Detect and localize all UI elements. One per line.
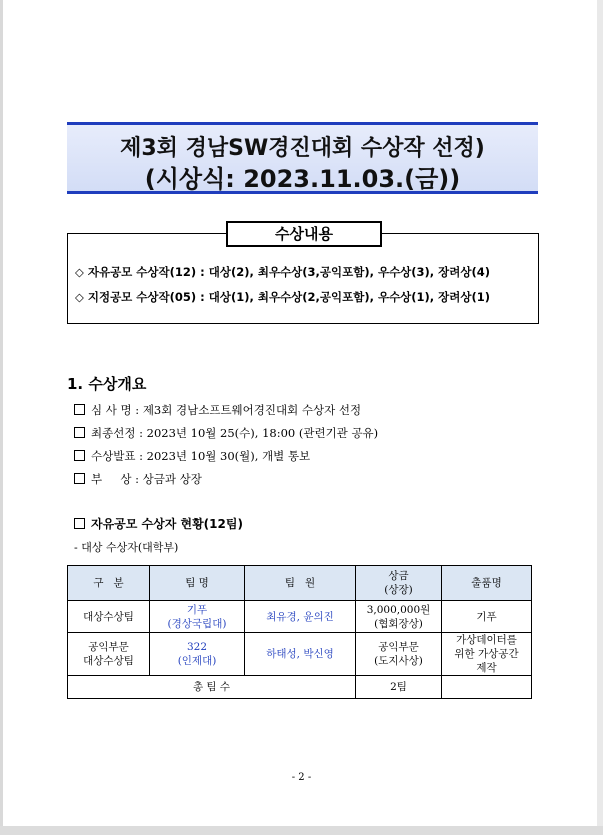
team-school: (인제대) xyxy=(177,655,217,667)
header-category: 구 분 xyxy=(68,566,150,601)
cell-entry: 기푸 xyxy=(442,601,532,633)
overview-item xyxy=(74,402,361,418)
award-line-free: ◇ 자유공모 수상작(12) : 대상(2), 최우수상(3,공익포함), 우수상(3), 장려상(4) xyxy=(75,265,491,279)
checkbox-icon xyxy=(74,450,85,461)
cell-category xyxy=(68,633,150,676)
entry-line: 제작 xyxy=(476,662,497,674)
page-edge-bottom xyxy=(0,826,603,835)
overview-text: 최종선정 : 2023년 10월 25(수), 18:00 (관련기관 공유) xyxy=(91,426,379,440)
category-bottom: 대상수상팀 xyxy=(83,655,134,667)
total-label: 총 팀 수 xyxy=(68,676,356,699)
cell-category: 대상수상팀 xyxy=(68,601,150,633)
prize-amount: 3,000,000원 xyxy=(366,603,431,616)
table-row xyxy=(68,601,532,633)
cell-members: 최유경, 윤의진 xyxy=(245,601,356,633)
table-header-row xyxy=(68,566,532,601)
header-members: 팀 원 xyxy=(245,566,356,601)
title-banner xyxy=(67,122,538,194)
checkbox-icon xyxy=(74,473,85,484)
overview-item xyxy=(74,448,310,464)
winners-table xyxy=(67,565,532,699)
page-number: - 2 - xyxy=(291,772,312,783)
table-row xyxy=(68,633,532,676)
checkbox-icon xyxy=(74,404,85,415)
header-prize xyxy=(356,566,442,601)
checkbox-icon xyxy=(74,427,85,438)
prize-certificate: (협회장상) xyxy=(374,617,423,630)
overview-text: 수상발표 : 2023년 10월 30(월), 개별 통보 xyxy=(91,449,311,463)
entry-line: 가상데이터를 xyxy=(456,634,517,646)
team-name: 기푸 xyxy=(186,603,208,616)
prize-certificate: (도지사상) xyxy=(374,655,423,667)
table-total-row xyxy=(68,676,532,699)
overview-item xyxy=(74,425,378,441)
subsection-title xyxy=(74,515,243,532)
award-line-designated: ◇ 지정공모 수상작(05) : 대상(1), 최우수상(2,공익포함), 우수상(1), 장려상(1) xyxy=(75,290,491,304)
total-value: 2팀 xyxy=(356,676,442,699)
title-line-2: (시상식: 2023.11.03.(금)) xyxy=(144,165,461,193)
cell-prize xyxy=(356,601,442,633)
subsection-title-text: 자유공모 수상자 현황(12팀) xyxy=(91,517,243,531)
team-school: (경상국립대) xyxy=(167,617,227,630)
entry-line: 위한 가상공간 xyxy=(454,648,519,660)
cell-team-name xyxy=(150,601,245,633)
cell-prize xyxy=(356,633,442,676)
header-team-name: 팀 명 xyxy=(150,566,245,601)
team-name: 322 xyxy=(186,641,208,653)
award-summary-tag: 수상내용 xyxy=(226,221,382,247)
section-title: 1. 수상개요 xyxy=(67,375,147,393)
overview-text: 심 사 명 : 제3회 경남소프트웨어경진대회 수상자 선정 xyxy=(91,403,362,417)
overview-item xyxy=(74,471,202,487)
checkbox-icon xyxy=(74,518,85,529)
title-line-1: 제3회 경남SW경진대회 수상작 선정) xyxy=(120,136,485,161)
page-edge-right xyxy=(597,0,603,835)
overview-text: 부 상 : 상금과 상장 xyxy=(91,472,202,486)
prize-amount: 공익부문 xyxy=(378,641,419,653)
total-empty-cell xyxy=(442,676,532,699)
cell-members: 하태성, 박신영 xyxy=(245,633,356,676)
subsection-note: - 대상 수상자(대학부) xyxy=(74,541,179,554)
header-prize-top: 상금 xyxy=(388,570,409,582)
header-entry: 출품명 xyxy=(442,566,532,601)
cell-team-name xyxy=(150,633,245,676)
category-top: 공익부문 xyxy=(88,641,129,653)
header-prize-bottom: (상장) xyxy=(384,584,413,596)
cell-entry xyxy=(442,633,532,676)
